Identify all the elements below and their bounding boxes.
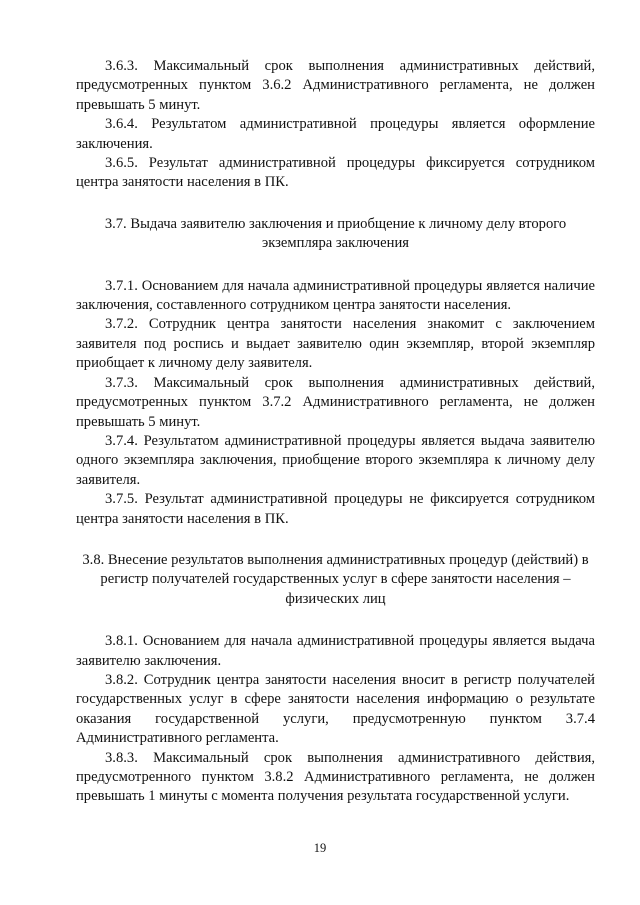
paragraph-3-6-3: 3.6.3. Максимальный срок выполнения административных действий, предусмотренных пунктом 3.6.2 Административного регламента, не должен превышать 5 минут. [76,58,595,113]
paragraph-3-7-3: 3.7.3. Максимальный срок выполнения административных действий, предусмотренных пунктом 3.7.2 Административного регламента, не должен превышать 5 минут. [76,374,595,430]
page-number: 19 [313,841,327,855]
paragraph-3-7-1: 3.7.1. Основанием для начала административной процедуры является наличие заключения, составленного сотрудником центра занятости населения. [76,277,595,314]
paragraph-3-7-4: 3.7.4. Результатом административной процедуры является выдача заявителю одного экземпляра заключения, приобщение второго экземпляра к личному делу заявителя. [76,432,595,488]
paragraph-3-7-5: 3.7.5. Результат административной процедуры не фиксируется сотрудником центра занятости населения в ПК. [76,491,595,527]
heading-3-8: 3.8. Внесение результатов выполнения административных процедур (действий) в регистр получателей государственных услуг в сфере занятости населения – физических лиц [82,551,589,607]
paragraph-3-6-4: 3.6.4. Результатом административной процедуры является оформление заключения. [76,116,595,152]
paragraph-3-8-1: 3.8.1. Основанием для начала административной процедуры является выдача заявителю заключения. [76,633,595,669]
paragraph-3-8-3: 3.8.3. Максимальный срок выполнения административного действия, предусмотренного пунктом 3.8.2 Административного регламента, не должен превышать 1 минуты с момента получения результата государственной услуги. [76,749,595,805]
document-page [76,57,595,807]
paragraph-3-7-2: 3.7.2. Сотрудник центра занятости населения знакомит с заключением заявителя под роспись и выдает заявителю один экземпляр, второй экземпляр приобщает к личному делу заявителя. [76,316,595,372]
paragraph-3-8-2: 3.8.2. Сотрудник центра занятости населения вносит в регистр получателей государственных услуг в сфере занятости населения информацию о результате оказания государственной услуги, предусмотренную пунктом 3.7.4 Административного регламента. [76,671,595,747]
heading-3-7: 3.7. Выдача заявителю заключения и приобщение к личному делу второго экземпляра заключения [104,215,567,252]
paragraph-3-6-5: 3.6.5. Результат административной процедуры фиксируется сотрудником центра занятости населения в ПК. [76,155,595,191]
